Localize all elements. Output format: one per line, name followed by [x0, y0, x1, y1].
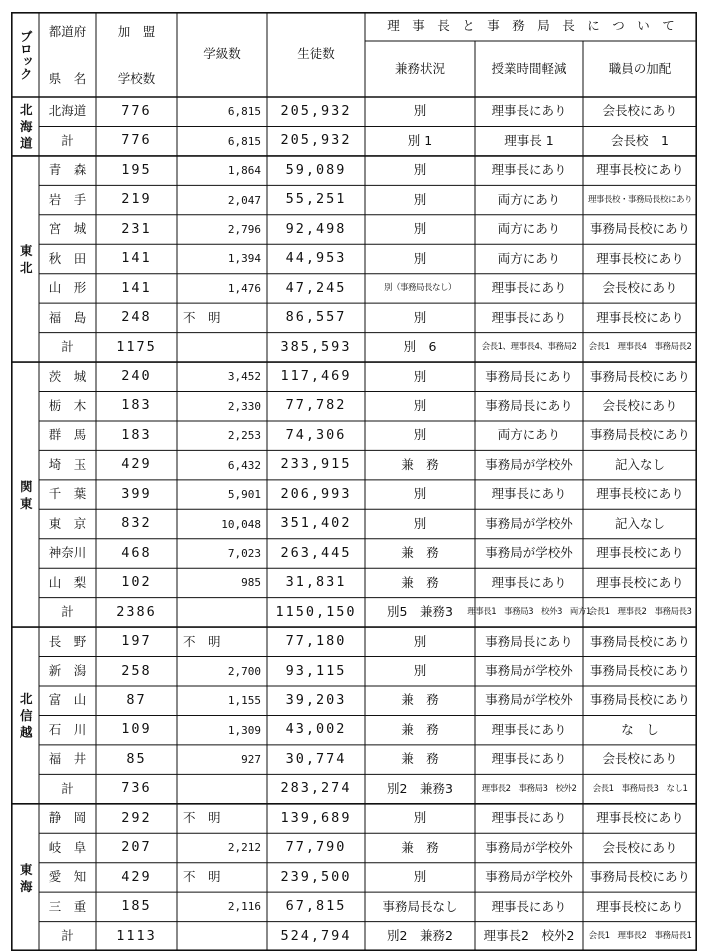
additional-staff: 理事長校にあり [596, 545, 684, 561]
member-schools: 197 [121, 633, 152, 650]
teaching-hours-reduction: 事務局長にあり [485, 633, 573, 649]
student-count: 86,557 [285, 309, 347, 326]
concurrent-status: 別 [413, 869, 427, 885]
teaching-hours-reduction: 両方にあり [497, 250, 561, 266]
additional-staff: 記入なし [614, 515, 665, 531]
teaching-hours-reduction: 事務局が学校外 [485, 663, 573, 679]
additional-staff: 事務局長校にあり [589, 692, 690, 708]
student-count: 205,932 [280, 102, 352, 119]
student-count: 30,774 [285, 750, 347, 767]
total-label: 計 [61, 132, 74, 148]
member-schools: 85 [126, 750, 147, 767]
teaching-hours-reduction: 理事長にあり [491, 574, 567, 590]
member-schools: 429 [121, 456, 152, 473]
student-count: 1150,150 [275, 603, 357, 620]
member-schools: 832 [121, 515, 152, 532]
prefecture-name: 富 山 [48, 692, 87, 708]
member-schools: 399 [121, 485, 152, 502]
teaching-hours-reduction: 事務局長にあり [485, 397, 573, 413]
class-count: 不 明 [183, 869, 221, 885]
teaching-hours-reduction: 事務局が学校外 [485, 456, 573, 472]
header-hours: 授業時間軽減 [491, 60, 567, 76]
member-schools: 183 [121, 397, 152, 414]
header-classes: 学級数 [203, 46, 241, 62]
concurrent-status: 別 [413, 397, 427, 413]
concurrent-status: 別 [413, 663, 427, 679]
additional-staff: 理事長校にあり [596, 574, 684, 590]
class-count: 7,023 [227, 546, 261, 560]
student-count: 233,915 [280, 456, 352, 473]
member-schools: 195 [121, 161, 152, 178]
statistics-table [11, 12, 697, 944]
block-label: 関 東 [18, 479, 34, 510]
prefecture-name: 岩 手 [48, 191, 87, 207]
class-count: 6,815 [227, 105, 261, 119]
concurrent-status: 別 [413, 162, 427, 178]
header-concurrent: 兼務状況 [394, 60, 445, 76]
additional-staff: 理事長校・事務局長校にあり [587, 194, 692, 205]
class-count: 2,796 [227, 223, 261, 237]
concurrent-status: 別 [413, 191, 427, 207]
class-count: 1,864 [227, 164, 261, 178]
student-count: 77,180 [285, 633, 347, 650]
header-group-title: 理 事 長 と 事 務 局 長 に つ い て [387, 18, 675, 34]
additional-staff: 会長校にあり [602, 103, 678, 119]
total-label: 計 [61, 928, 74, 944]
concurrent-status: 別 [413, 103, 427, 119]
member-schools: 2386 [116, 603, 157, 620]
additional-staff: 理事長校にあり [596, 162, 684, 178]
class-count: 1,476 [227, 281, 261, 295]
header-block: ブロック [18, 29, 34, 80]
concurrent-status: 兼 務 [401, 692, 439, 708]
teaching-hours-reduction: 会長1、理事長4、事務局2 [481, 342, 577, 353]
student-count: 351,402 [280, 515, 352, 532]
student-count: 31,831 [285, 574, 347, 591]
additional-staff: 事務局長校にあり [589, 427, 690, 443]
prefecture-name: 山 形 [48, 280, 87, 296]
additional-staff: 会長校 1 [611, 132, 669, 148]
student-count: 117,469 [280, 368, 352, 385]
additional-staff: 事務局長校にあり [589, 869, 690, 885]
member-schools: 736 [121, 780, 152, 797]
teaching-hours-reduction: 理事長にあり [491, 721, 567, 737]
concurrent-status: 別 [413, 486, 427, 502]
member-schools: 776 [121, 132, 152, 149]
member-schools: 109 [121, 721, 152, 738]
member-schools: 219 [121, 191, 152, 208]
header-member: 加 盟 [117, 23, 156, 39]
class-count: 不 明 [183, 810, 221, 826]
block-label: 北 海 道 [18, 103, 34, 150]
class-count: 2,212 [227, 841, 261, 855]
student-count: 77,790 [285, 839, 347, 856]
member-schools: 102 [121, 574, 152, 591]
concurrent-status: 別 1 [407, 132, 433, 148]
prefecture-name: 福 井 [48, 751, 87, 767]
prefecture-name: 宮 城 [48, 221, 87, 237]
member-schools: 1175 [116, 338, 157, 355]
student-count: 47,245 [285, 279, 347, 296]
concurrent-status: 別2 兼務2 [387, 928, 453, 944]
member-schools: 207 [121, 839, 152, 856]
concurrent-status: 別 [413, 221, 427, 237]
student-count: 205,932 [280, 132, 352, 149]
concurrent-status: 兼 務 [401, 751, 439, 767]
additional-staff: 会長1 理事長2 事務局長1 [588, 931, 692, 942]
class-count: 1,394 [227, 252, 261, 266]
prefecture-name: 東 京 [48, 515, 87, 531]
additional-staff: 会長校にあり [602, 839, 678, 855]
concurrent-status: 別 6 [403, 339, 437, 355]
header-staff: 職員の加配 [608, 60, 672, 76]
student-count: 93,115 [285, 662, 347, 679]
member-schools: 87 [126, 691, 147, 708]
block-label: 東 北 [18, 244, 34, 274]
class-count [177, 774, 267, 803]
additional-staff: 理事長校にあり [596, 486, 684, 502]
additional-staff: な し [621, 721, 659, 737]
teaching-hours-reduction: 理事長にあり [491, 103, 567, 119]
prefecture-name: 三 重 [48, 898, 87, 914]
class-count: 2,253 [227, 429, 261, 443]
teaching-hours-reduction: 理事長 1 [504, 132, 554, 148]
concurrent-status: 別 [413, 250, 427, 266]
member-schools: 429 [121, 868, 152, 885]
header-member-schools: 学校数 [117, 71, 156, 87]
additional-staff: 理事長校にあり [596, 309, 684, 325]
additional-staff: 事務局長校にあり [589, 221, 690, 237]
prefecture-name: 山 梨 [48, 574, 87, 590]
prefecture-name: 茨 城 [48, 368, 87, 384]
class-count: 2,330 [227, 399, 261, 413]
concurrent-status: 別5 兼務3 [387, 604, 453, 620]
prefecture-name: 秋 田 [48, 250, 87, 266]
member-schools: 183 [121, 426, 152, 443]
concurrent-status: 兼 務 [401, 839, 439, 855]
concurrent-status: 別 [413, 633, 427, 649]
teaching-hours-reduction: 理事長にあり [491, 309, 567, 325]
additional-staff: 事務局長校にあり [589, 663, 690, 679]
member-schools: 258 [121, 662, 152, 679]
teaching-hours-reduction: 理事長にあり [491, 810, 567, 826]
concurrent-status: 別 [413, 515, 427, 531]
class-count [177, 598, 267, 627]
concurrent-status: 兼 務 [401, 545, 439, 561]
prefecture-name: 千 葉 [48, 486, 87, 502]
teaching-hours-reduction: 事務局が学校外 [485, 869, 573, 885]
prefecture-name: 石 川 [48, 721, 87, 737]
class-count: 不 明 [183, 309, 221, 325]
member-schools: 240 [121, 368, 152, 385]
prefecture-name: 福 島 [48, 309, 87, 325]
student-count: 139,689 [280, 809, 352, 826]
additional-staff: 理事長校にあり [596, 810, 684, 826]
concurrent-status: 事務局長なし [382, 898, 458, 914]
prefecture-name: 群 馬 [48, 427, 87, 443]
student-count: 263,445 [280, 544, 352, 561]
total-label: 計 [61, 604, 74, 620]
class-count: 5,901 [227, 488, 261, 502]
total-label: 計 [61, 780, 74, 796]
teaching-hours-reduction: 事務局が学校外 [485, 839, 573, 855]
total-label: 計 [61, 339, 74, 355]
teaching-hours-reduction: 理事長にあり [491, 280, 567, 296]
student-count: 385,593 [280, 338, 352, 355]
class-count: 985 [241, 576, 261, 590]
additional-staff: 事務局長校にあり [589, 368, 690, 384]
member-schools: 231 [121, 220, 152, 237]
block-label: 北 信 越 [18, 692, 34, 739]
member-schools: 248 [121, 309, 152, 326]
prefecture-name: 長 野 [48, 633, 87, 649]
prefecture-name: 北海道 [48, 103, 87, 119]
prefecture-name: 岐 阜 [48, 839, 87, 855]
class-count: 2,700 [227, 664, 261, 678]
additional-staff: 理事長校にあり [596, 250, 684, 266]
teaching-hours-reduction: 事務局が学校外 [485, 545, 573, 561]
student-count: 59,089 [285, 161, 347, 178]
member-schools: 468 [121, 544, 152, 561]
student-count: 206,993 [280, 485, 352, 502]
additional-staff: 理事長校にあり [596, 898, 684, 914]
prefecture-name: 新 潟 [48, 663, 87, 679]
concurrent-status: 別 [413, 427, 427, 443]
concurrent-status: 兼 務 [401, 456, 439, 472]
teaching-hours-reduction: 両方にあり [497, 427, 561, 443]
class-count [177, 922, 267, 951]
class-count: 3,452 [227, 370, 261, 384]
class-count: 10,048 [221, 517, 261, 531]
teaching-hours-reduction: 理事長にあり [491, 751, 567, 767]
teaching-hours-reduction: 理事長にあり [491, 898, 567, 914]
student-count: 67,815 [285, 898, 347, 915]
concurrent-status: 別 [413, 810, 427, 826]
student-count: 55,251 [285, 191, 347, 208]
concurrent-status: 兼 務 [401, 574, 439, 590]
block-label: 東 海 [18, 862, 34, 893]
student-count: 77,782 [285, 397, 347, 414]
additional-staff: 会長1 事務局長3 なし1 [592, 783, 688, 794]
student-count: 39,203 [285, 691, 347, 708]
member-schools: 141 [121, 279, 152, 296]
table-cells [11, 12, 697, 944]
concurrent-status: 別2 兼務3 [387, 780, 453, 796]
class-count: 2,116 [227, 900, 261, 914]
class-count: 6,815 [227, 134, 261, 148]
student-count: 283,274 [280, 780, 352, 797]
student-count: 524,794 [280, 927, 352, 944]
prefecture-name: 青 森 [48, 162, 87, 178]
class-count: 2,047 [227, 193, 261, 207]
teaching-hours-reduction: 理事長2 事務局3 校外2 [481, 783, 577, 794]
class-count: 927 [241, 753, 261, 767]
member-schools: 1113 [116, 927, 157, 944]
concurrent-status: 別 [413, 368, 427, 384]
class-count [177, 333, 267, 362]
additional-staff: 記入なし [614, 456, 665, 472]
header-students: 生徒数 [297, 46, 335, 62]
member-schools: 185 [121, 898, 152, 915]
prefecture-name: 埼 玉 [48, 456, 87, 472]
prefecture-name: 静 岡 [48, 810, 87, 826]
teaching-hours-reduction: 両方にあり [497, 191, 561, 207]
prefecture-name: 栃 木 [48, 397, 87, 413]
class-count: 1,155 [227, 694, 261, 708]
prefecture-name: 愛 知 [48, 869, 87, 885]
class-count: 不 明 [183, 633, 221, 649]
student-count: 43,002 [285, 721, 347, 738]
teaching-hours-reduction: 理事長1 事務局3 校外3 両方1 [467, 607, 591, 618]
additional-staff: 会長校にあり [602, 751, 678, 767]
prefecture-name: 神奈川 [48, 545, 87, 561]
student-count: 239,500 [280, 868, 352, 885]
teaching-hours-reduction: 事務局が学校外 [485, 692, 573, 708]
member-schools: 776 [121, 102, 152, 119]
concurrent-status: 別（事務局長なし） [383, 283, 456, 294]
additional-staff: 会長校にあり [602, 280, 678, 296]
teaching-hours-reduction: 両方にあり [497, 221, 561, 237]
header-prefecture: 都道府 [48, 23, 87, 39]
teaching-hours-reduction: 事務局が学校外 [485, 515, 573, 531]
additional-staff: 事務局長校にあり [589, 633, 690, 649]
class-count: 6,432 [227, 458, 261, 472]
member-schools: 141 [121, 250, 152, 267]
student-count: 74,306 [285, 426, 347, 443]
teaching-hours-reduction: 理事長2 校外2 [483, 928, 575, 944]
class-count: 1,309 [227, 723, 261, 737]
teaching-hours-reduction: 事務局長にあり [485, 368, 573, 384]
concurrent-status: 兼 務 [401, 721, 439, 737]
additional-staff: 会長1 理事長2 事務局長3 [588, 607, 692, 618]
member-schools: 292 [121, 809, 152, 826]
additional-staff: 会長1 理事長4 事務局長2 [588, 342, 692, 353]
teaching-hours-reduction: 理事長にあり [491, 162, 567, 178]
teaching-hours-reduction: 理事長にあり [491, 486, 567, 502]
concurrent-status: 別 [413, 309, 427, 325]
additional-staff: 会長校にあり [602, 397, 678, 413]
header-prefecture-name: 県 名 [48, 71, 87, 87]
student-count: 44,953 [285, 250, 347, 267]
student-count: 92,498 [285, 220, 347, 237]
